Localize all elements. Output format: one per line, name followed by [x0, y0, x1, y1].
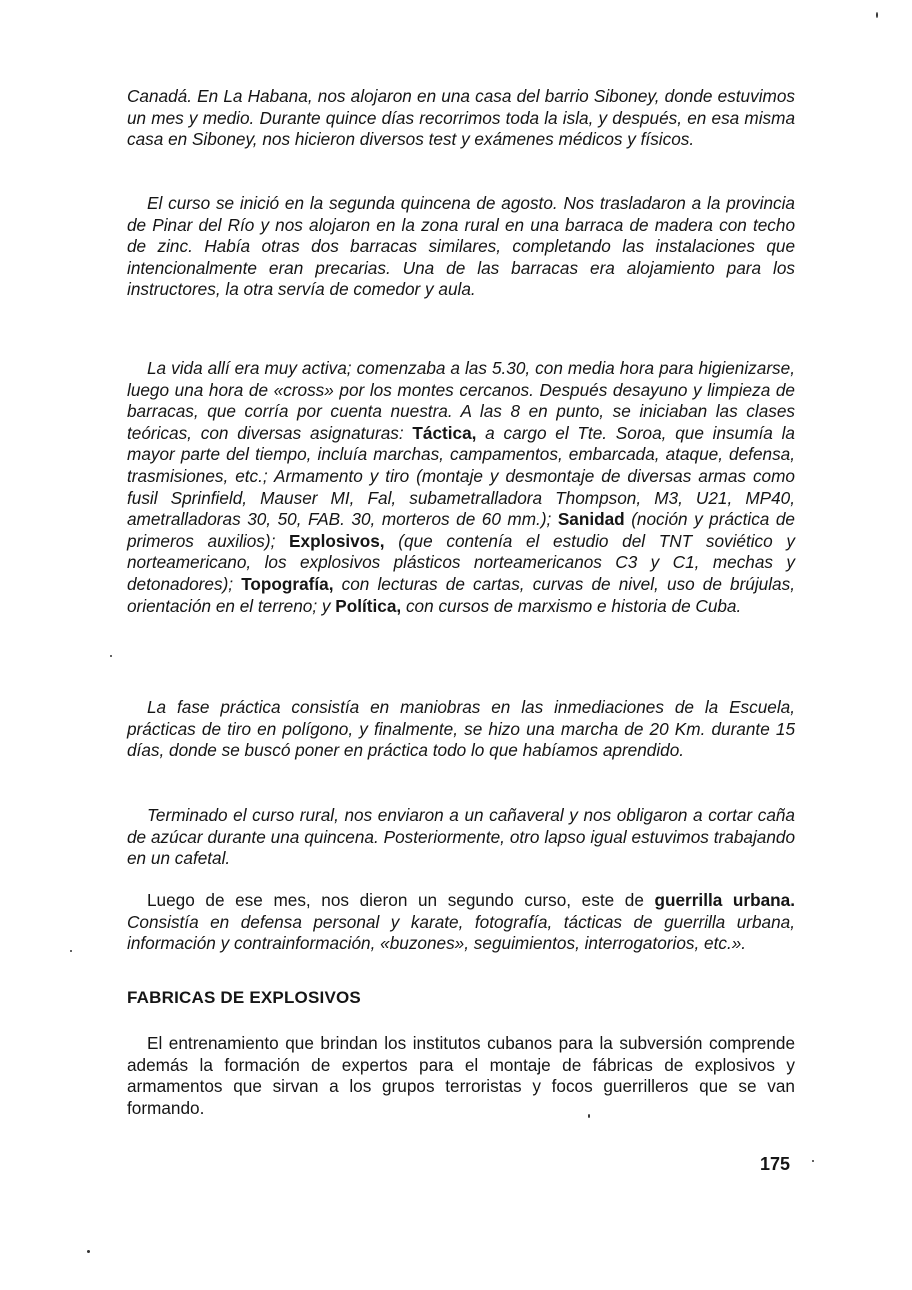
paragraph-fase-practica: La fase práctica consistía en maniobras en las inmediaciones de la Escuela, prácticas de tiro en polígono, y finalmente, se hizo una marcha de 20 Km. durante 15 días, donde se buscó poner en práctica todo lo que habíamos aprendido.: [127, 697, 795, 761]
scan-speck: [110, 655, 112, 657]
text-segment: La vida allí era muy activa; comenzaba a las 5.30, con media hora para higienizarse, luego una hora de «cross» por los montes cercanos. Después desayuno y limpieza de barracas, que corría por cuenta nuestra. A las 8 en punto, se iniciaban las clases teóricas, con diversas asignaturas:: [127, 358, 795, 443]
term-explosivos: Explosivos,: [289, 530, 385, 551]
term-topografia: Topografía,: [241, 573, 334, 594]
text-segment: (que contenía el estudio del TNT soviético y norteamericano, los explosivos plásticos norteamericanos C3 y C1, mechas y detonadores);: [127, 530, 795, 594]
text-segment: con cursos de marxismo e historia de Cuba.: [401, 595, 742, 616]
text-segment: Consistía en defensa personal y karate, fotografía, tácticas de guerrilla urbana, información y contrainformación, «buzones», seguimientos, interrogatorios, etc.».: [127, 911, 795, 954]
text-segment: con lecturas de cartas, curvas de nivel, uso de brújulas, orientación en el terreno; y: [127, 573, 795, 616]
term-tactica: Táctica,: [412, 422, 477, 443]
paragraph-entrenamiento: El entrenamiento que brindan los institutos cubanos para la subversión comprende además la formación de expertos para el montaje de fábricas de explosivos y armamentos que sirvan a los grupos terroristas y focos guerrilleros que se van formando.: [127, 1033, 795, 1118]
text-segment: a cargo el Tte. Soroa, que insumía la mayor parte del tiempo, incluía marchas, campamentos, embarcada, ataque, defensa, trasmisiones, etc.; Armamento y tiro (montaje y desmontaje de diversas armas como fusil Sprinfield, Mauser MI, Fal, subametralladora Thompson, M3, U21, MP40, ametralladoras 30, 50, FAB. 30, morteros de 60 mm.);: [127, 422, 795, 530]
term-sanidad: Sanidad: [557, 509, 625, 530]
scan-speck: [876, 12, 878, 18]
scan-speck: [812, 1160, 814, 1162]
text-segment: (noción y práctica de primeros auxilios);: [127, 509, 795, 551]
paragraph-vida-diaria: [127, 358, 795, 617]
section-heading: FABRICAS DE EXPLOSIVOS: [127, 988, 361, 1007]
term-guerrilla-urbana: guerrilla urbana.: [654, 890, 796, 910]
term-politica: Política,: [335, 595, 402, 616]
paragraph-siboney: Canadá. En La Habana, nos alojaron en una casa del barrio Siboney, donde estuvimos un mes y medio. Durante quince días recorrimos toda la isla, y después, en esa misma casa en Siboney, nos hicieron diversos test y exámenes médicos y físicos.: [127, 86, 795, 150]
scan-speck: [87, 1250, 90, 1253]
paragraph-canaveral: Terminado el curso rural, nos enviaron a un cañaveral y nos obligaron a cortar caña de azúcar durante una quincena. Posteriormente, otro lapso igual estuvimos trabajando en un cafetal.: [127, 805, 795, 869]
text-segment: Luego de ese mes, nos dieron un segundo curso, este de: [147, 890, 655, 910]
page-number: 175: [760, 1154, 791, 1174]
paragraph-segundo-curso: [127, 890, 795, 955]
scan-speck: [70, 950, 72, 952]
paragraph-curso-rural: El curso se inició en la segunda quincena de agosto. Nos trasladaron a la provincia de Pinar del Río y nos alojaron en la zona rural en una barraca de madera con techo de zinc. Había otras dos barracas similares, completando las instalaciones que intencionalmente eran precarias. Una de las barracas era alojamiento para los instructores, la otra servía de comedor y aula.: [127, 193, 795, 300]
scan-speck: [588, 1114, 590, 1118]
